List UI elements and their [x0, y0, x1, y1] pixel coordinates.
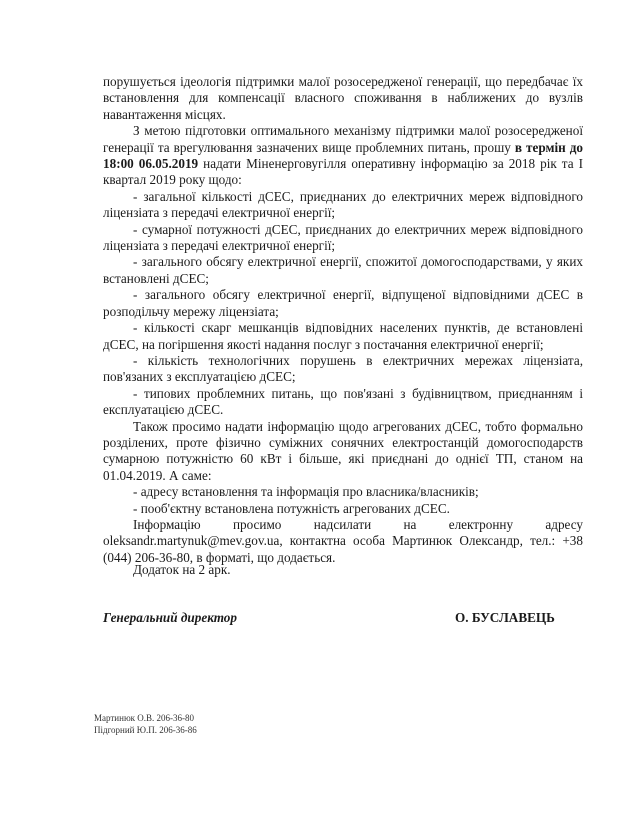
signature-name: О. БУСЛАВЕЦЬ: [455, 610, 555, 625]
list-item: - загальної кількості дСЕС, приєднаних до електричних мереж відповідного ліцензіата з передачі електричної енергії;: [103, 188, 583, 221]
signature-title: Генеральний директор: [103, 610, 237, 625]
list-item: - загального обсягу електричної енергії, відпущеної відповідними дСЕС в розподільчу мережу ліцензіата;: [103, 287, 583, 319]
list-item: - адресу встановлення та інформація про власника/власників;: [133, 484, 479, 500]
letter-body: [103, 74, 583, 566]
list-item: - пооб'єктну встановлена потужність агрегованих дСЕС.: [133, 500, 450, 516]
paragraph-1: порушується ідеологія підтримки малої розосередженої генерації, що передбачає їх встановлення для компенсації власного споживання в наближених до вузлів навантаження місцях.: [103, 74, 583, 122]
list-item: - загального обсягу електричної енергії, спожитої домогосподарствами, у яких встановлені дСЕС;: [103, 254, 583, 286]
paragraph-2-start: З метою підготовки оптимального механізму підтримки малої розосередженої генерації та врегулювання зазначених вище проблемних питань, прошу: [103, 123, 583, 155]
list-item: - сумарної потужності дСЕС, приєднаних до електричних мереж відповідного ліцензіата з передачі електричної енергії;: [103, 221, 583, 254]
executor-line: Підгорний Ю.П. 206-36-86: [94, 725, 197, 735]
executor-line: Мартинюк О.В. 206-36-80: [94, 713, 195, 723]
paragraph-3: Також просимо надати інформацію щодо агрегованих дСЕС, тобто формально розділених, проте фізично суміжних сонячних електростанцій домогосподарств сумарною потужністю 60 кВт і більше, які приєднані до однієї ТП, станом на 01.04.2019. А саме:: [103, 418, 583, 483]
deadline-text: в термін до 18:00 06.05.2019: [103, 139, 583, 172]
list-item: - кількість технологічних порушень в електричних мережах ліцензіата, пов'язаних з експлуатацією дСЕС;: [103, 352, 583, 385]
list-item: - кількості скарг мешканців відповідних населених пунктів, де встановлені дСЕС, на погіршення якості надання послуг з постачання електричної енергії;: [103, 320, 583, 352]
paragraph-2-end: надати Міненерговугілля оперативну інформацію за 2018 рік та І квартал 2019 року щодо:: [103, 156, 583, 188]
paragraph-2: [103, 123, 583, 189]
attachment-note: Додаток на 2 арк.: [133, 562, 231, 577]
paragraph-4: Інформацію просимо надсилати на електронну адресу oleksandr.martynuk@mev.gov.ua, контактна особа Мартинюк Олександр, тел.: +38 (044) 206-36-80, в форматі, що додається.: [103, 516, 583, 565]
list-item: - типових проблемних питань, що пов'язані з будівництвом, приєднанням і експлуатацією дСЕС.: [103, 385, 583, 418]
executors-block: [94, 712, 197, 736]
